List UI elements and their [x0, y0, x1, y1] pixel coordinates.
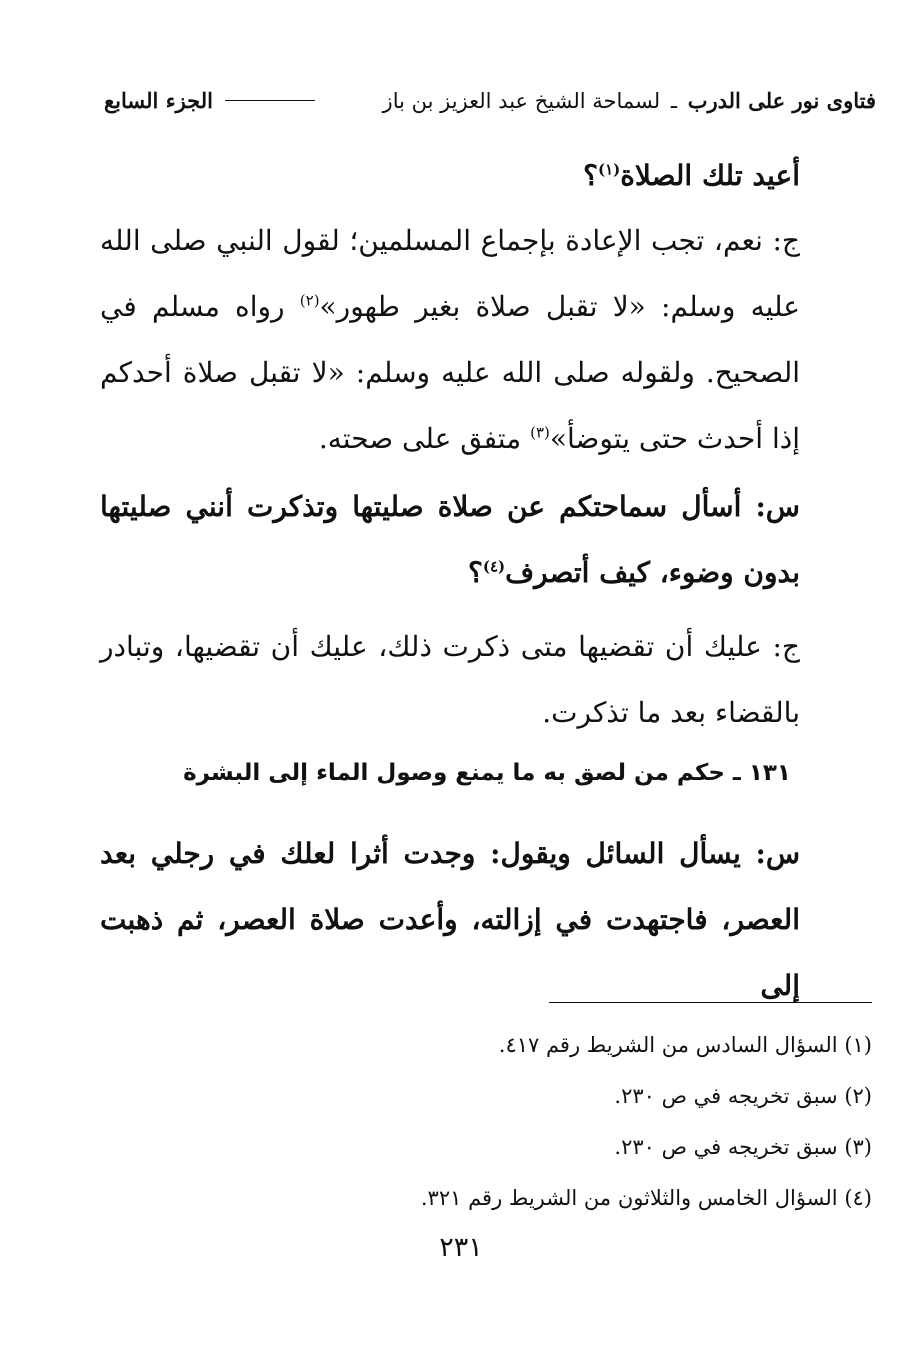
answer-text: ج: عليك أن تقضيها متى ذكرت ذلك، عليك أن تقضيها، وتبادر بالقضاء بعد ما تذكرت. — [100, 630, 800, 729]
section-heading: ١٣١ ـ حكم من لصق به ما يمنع وصول الماء إلى البشرة — [183, 760, 791, 786]
question-text: أعيد تلك الصلاة — [620, 159, 800, 192]
question-paragraph — [100, 474, 874, 606]
question-mark: ؟ — [467, 556, 483, 589]
footnote-ref: (٣) — [530, 423, 550, 442]
answer-text-part: رواه مسلم في الصحيح. ولقوله صلى الله عليه وسلم: «لا تقبل صلاة أحدكم إذا أحدث حتى يتوضأ» — [100, 290, 800, 455]
footnotes — [100, 1020, 872, 1224]
answer-paragraph — [100, 614, 874, 746]
book-title: فتاوى نور على الدرب — [687, 87, 876, 113]
question-mark: ؟ — [583, 159, 598, 192]
footnote-item: (٢) سبق تخريجه في ص ٢٣٠. — [614, 1084, 872, 1108]
question-text: س: أسأل سماحتكم عن صلاة صليتها وتذكرت أنني صليتها بدون وضوء، كيف أتصرف — [100, 490, 800, 589]
author-name: لسماحة الشيخ عبد العزيز بن باز — [382, 88, 661, 113]
answer-text-part: ج: نعم، تجب الإعادة بإجماع المسلمين؛ لقول النبي صلى الله عليه وسلم: «لا تقبل صلاة بغير طهور» — [100, 224, 801, 323]
answer-text-part: متفق على صحته. — [318, 422, 531, 455]
volume-label: الجزء السابع — [104, 87, 213, 113]
footnote-ref: (٢) — [299, 291, 320, 310]
running-header — [104, 80, 876, 120]
footnote-item: (١) السؤال السادس من الشريط رقم ٤١٧. — [498, 1033, 872, 1057]
question-paragraph — [100, 821, 874, 1019]
footnote-divider — [549, 1002, 872, 1003]
footnote-ref: (٤) — [482, 557, 506, 576]
footnote-item: (٤) السؤال الخامس والثلاثون من الشريط رقم ٣٢١. — [420, 1186, 872, 1210]
page-number: ٢٣١ — [439, 1232, 483, 1263]
footnote-item: (٣) سبق تخريجه في ص ٢٣٠. — [614, 1135, 872, 1159]
footnote-ref: (١) — [597, 160, 621, 179]
header-dash: ـ — [670, 88, 678, 113]
question-ending — [100, 143, 874, 209]
header-rule — [225, 100, 315, 101]
question-text: س: يسأل السائل ويقول: وجدت أثرا لعلك في رجلي بعد العصر، فاجتهدت في إزالته، وأعدت صلاة العصر، ثم ذهبت إلى — [100, 837, 800, 1002]
answer-paragraph — [100, 208, 874, 472]
